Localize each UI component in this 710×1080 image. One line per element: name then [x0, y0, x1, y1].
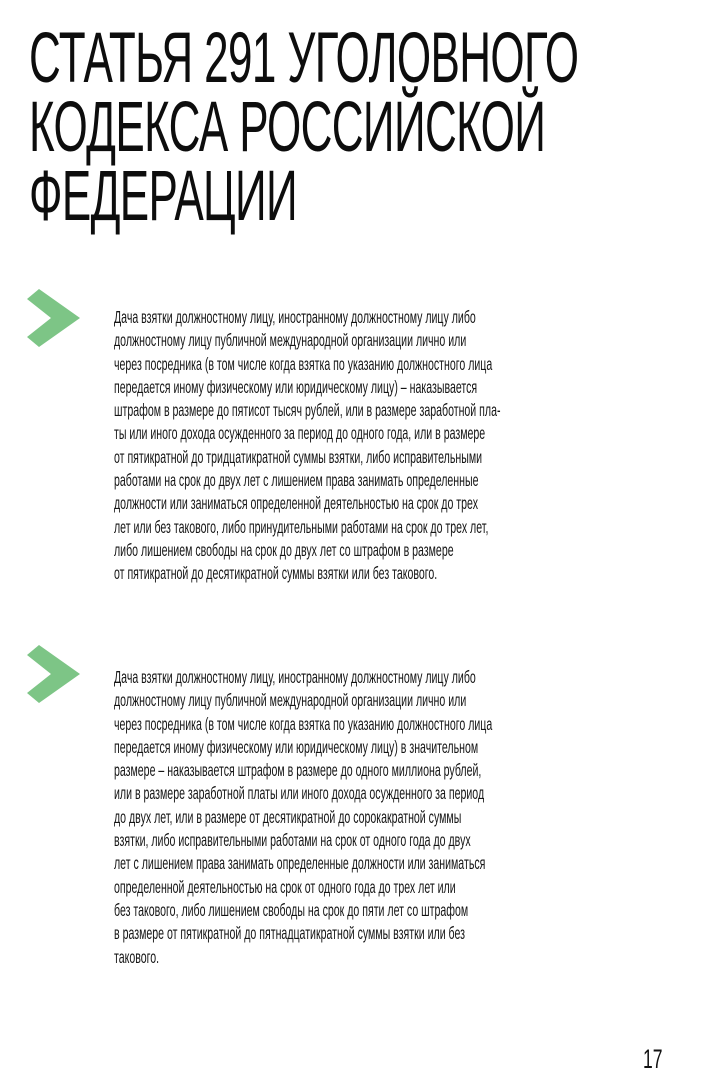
paragraph-line: должностному лицу публичной международной организации лично или [114, 690, 467, 711]
paragraph-line: или в размере заработной платы или иного дохода осужденного за период [114, 783, 485, 804]
paragraph-line: через посредника (в том числе когда взятка по указанию должностного лица [114, 353, 493, 374]
page-title [29, 19, 579, 236]
page-number: 17 [643, 1044, 663, 1074]
paragraph-line: либо лишением свободы на срок до двух лет со штрафом в размере [114, 539, 454, 560]
paragraph-line: без такового, либо лишением свободы на срок до пяти лет со штрафом [114, 899, 469, 920]
paragraph-line: должности или заниматься определенной деятельностью на срок до трех [114, 493, 478, 514]
title-line: КОДЕКСА РОССИЙСКОЙ [29, 88, 546, 167]
paragraph-line: ты или иного дохода осужденного за период до одного года, или в размере [114, 423, 486, 444]
paragraph-line: Дача взятки должностному лицу, иностранному должностному лицу либо [114, 307, 476, 327]
paragraph-line: до двух лет, или в размере от десятикратной до сорокакратной суммы [114, 806, 462, 827]
paragraph-line: передается иному физическому или юридическому лицу) в значительном [114, 736, 479, 757]
paragraph-line: лет с лишением права занимать определенные должности или заниматься [114, 853, 486, 874]
chevron-right-icon [27, 645, 81, 703]
paragraph-line: определенной деятельностью на срок от одного года до трех лет или [114, 876, 456, 897]
article-paragraph-part-2 [114, 666, 677, 969]
chevron-right-icon [27, 289, 81, 347]
article-paragraph-part-1 [114, 306, 677, 586]
title-line: СТАТЬЯ 291 УГОЛОВНОГО [29, 19, 579, 98]
paragraph-line: такового. [114, 946, 160, 967]
paragraph-line: Дача взятки должностному лицу, иностранному должностному лицу либо [114, 667, 476, 687]
paragraph-line: лет или без такового, либо принудительными работами на срок до трех лет, [114, 516, 489, 537]
paragraph-line: штрафом в размере до пятисот тысяч рублей, или в размере заработной пла- [114, 400, 501, 421]
paragraph-line: от пятикратной до тридцатикратной суммы взятки, либо исправительными [114, 446, 483, 467]
paragraph-line: через посредника (в том числе когда взятка по указанию должностного лица [114, 713, 493, 734]
paragraph-line: размере – наказывается штрафом в размере до одного миллиона рублей, [114, 760, 482, 781]
paragraph-line: от пятикратной до десятикратной суммы взятки или без такового. [114, 563, 438, 584]
paragraph-line: передается иному физическому или юридическому лицу) – наказывается [114, 376, 478, 397]
paragraph-line: взятки, либо исправительными работами на срок от одного года до двух [114, 830, 471, 851]
title-line: ФЕДЕРАЦИИ [29, 157, 298, 236]
paragraph-line: должностному лицу публичной международной организации лично или [114, 330, 467, 351]
paragraph-line: в размере от пятикратной до пятнадцатикратной суммы взятки или без [114, 923, 466, 944]
paragraph-line: работами на срок до двух лет с лишением права занимать определенные [114, 470, 479, 491]
